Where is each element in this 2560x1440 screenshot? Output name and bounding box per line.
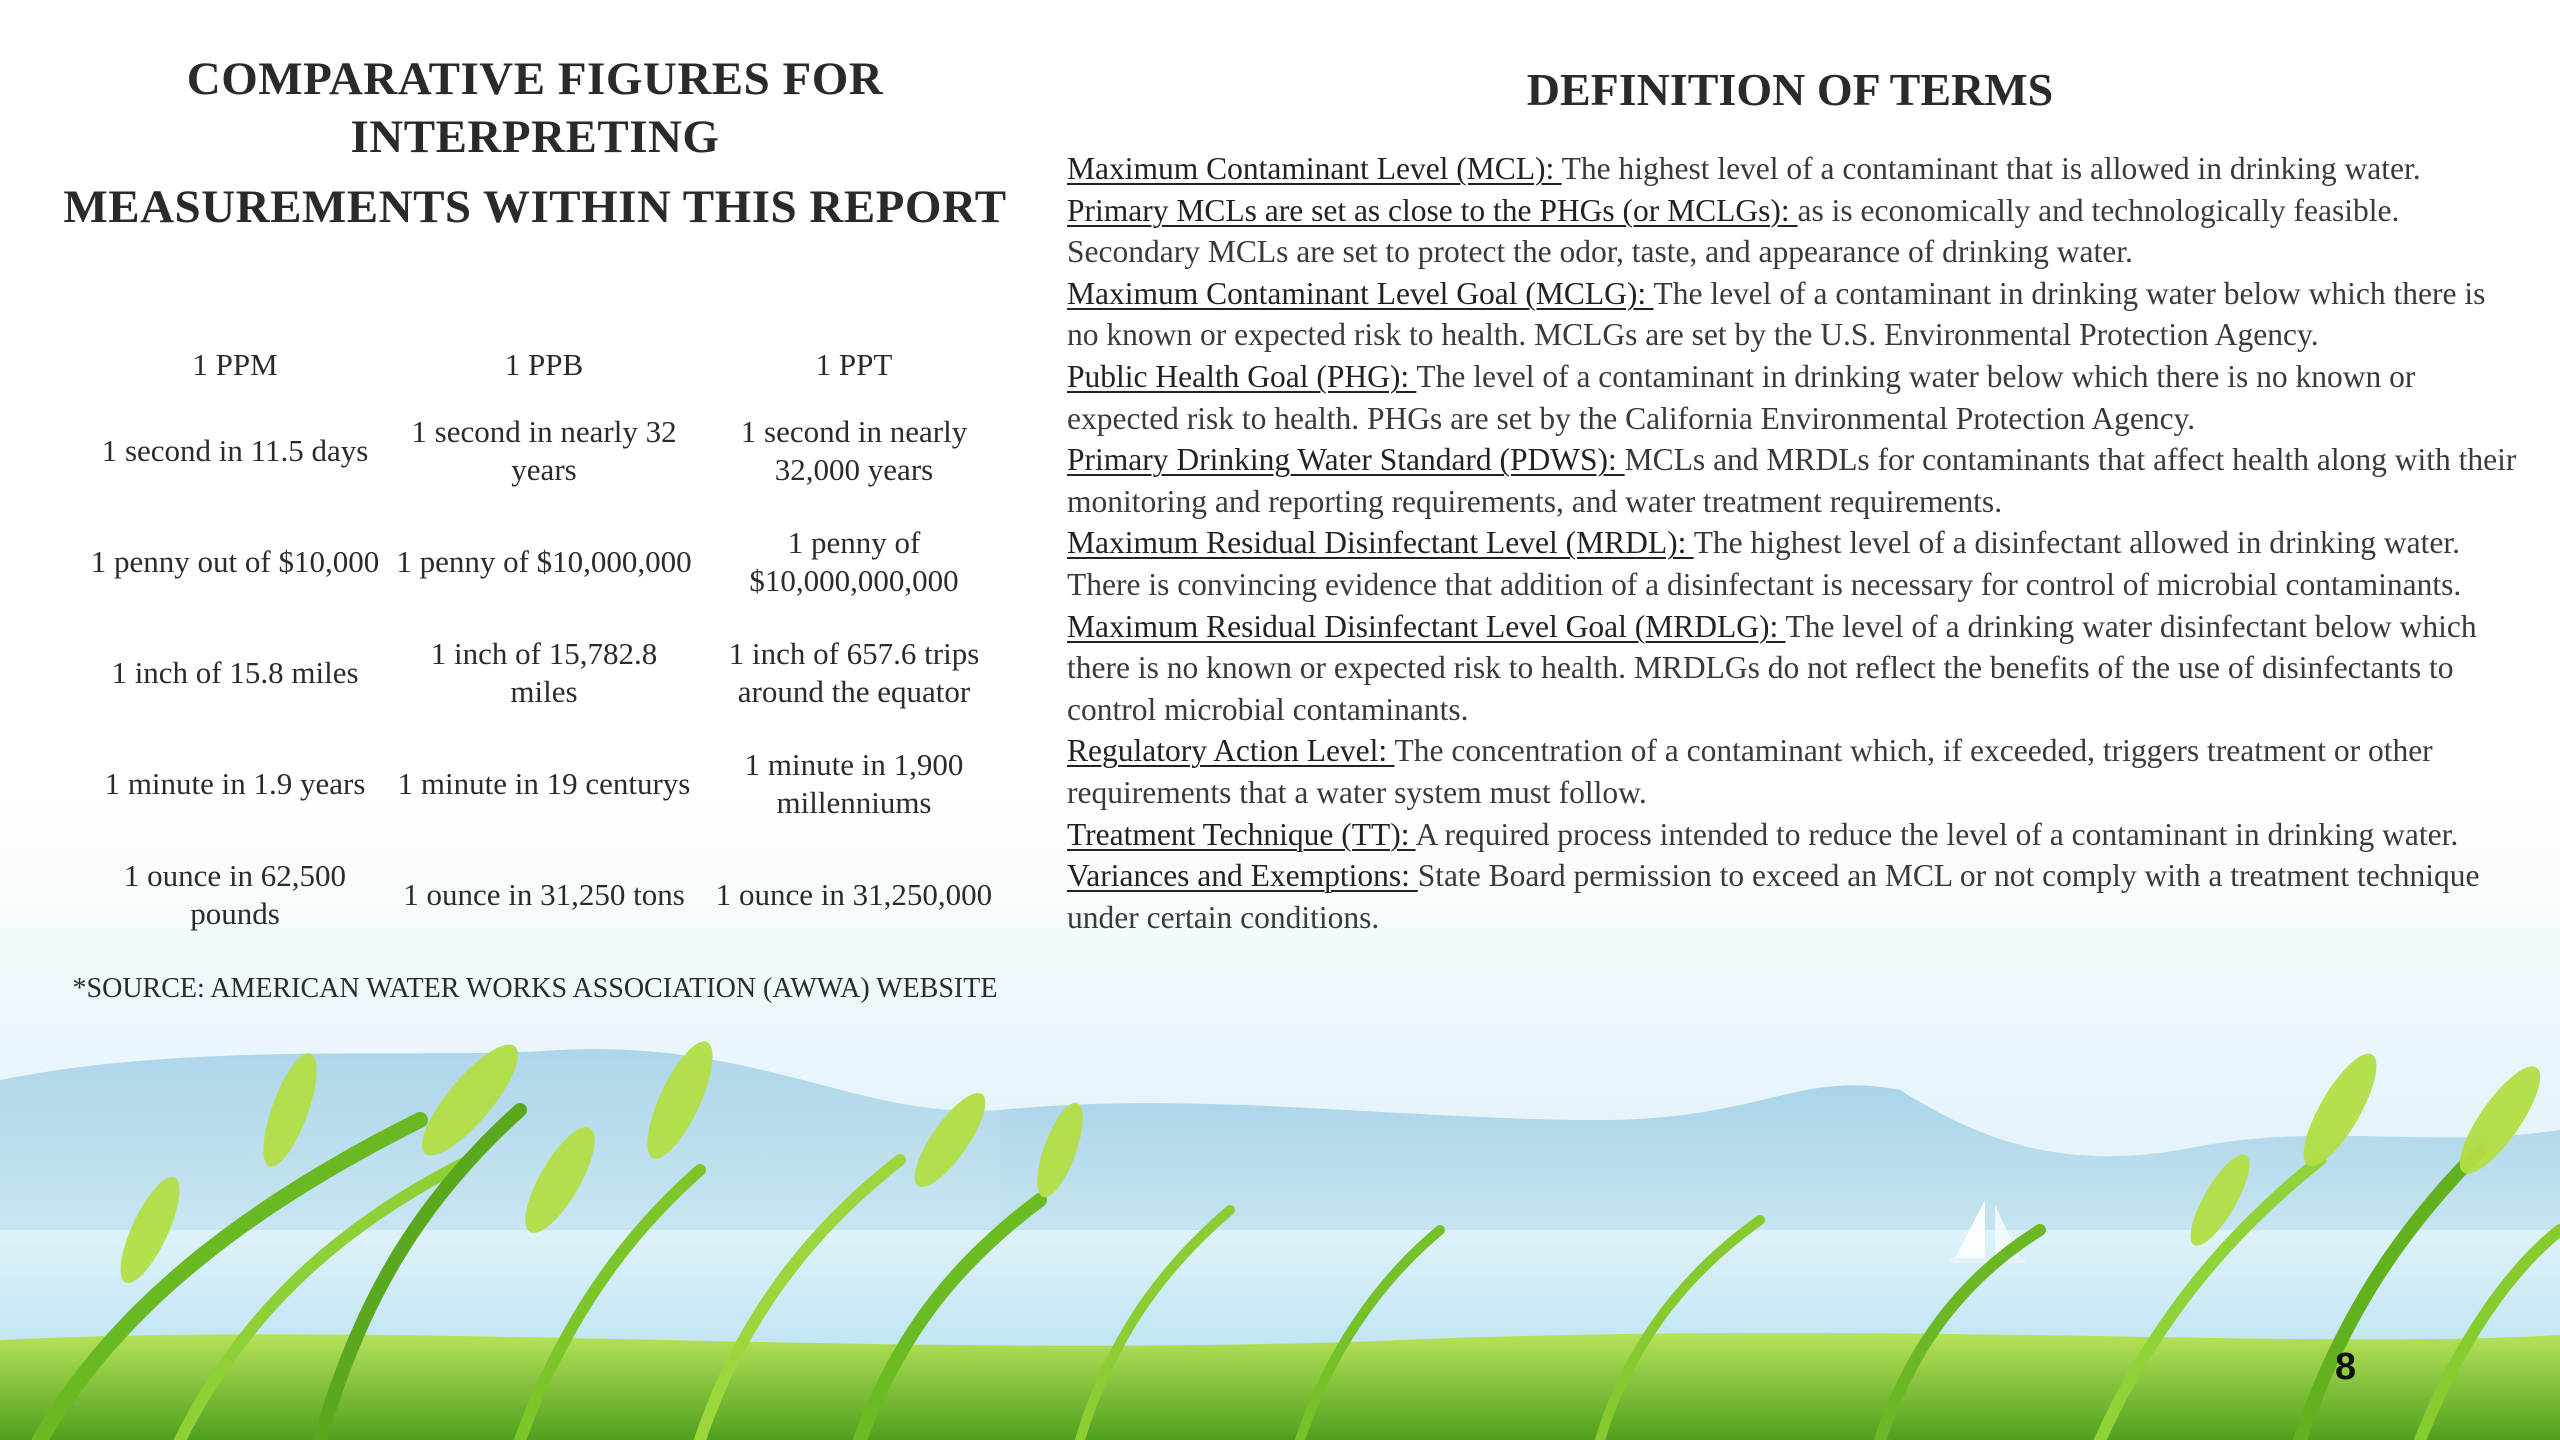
table-cell: 1 inch of 657.6 trips around the equator [728,635,980,709]
table-row [80,395,1010,506]
table-cell: 1 minute in 19 centurys [397,765,691,801]
page-number: 8 [2335,1346,2357,1388]
source-note: *SOURCE: AMERICAN WATER WORKS ASSOCIATION (AWWA) WEBSITE [72,973,998,1004]
definition-text: A required process intended to reduce the level of a contaminant in drinking water. [1415,816,2459,852]
definition-term: Variances and Exemptions: [1067,858,1418,894]
definition-item [1067,439,2517,522]
definition-item [1067,814,2517,856]
definition-term: Maximum Residual Disinfectant Level (MRDL): [1067,525,1694,561]
definition-term: Treatment Technique (TT): [1067,816,1416,852]
definition-item [1067,148,2517,190]
table-cell: 1 inch of 15.8 miles [111,654,359,690]
definition-term: Primary MCLs are set as close to the PHGs (or MCLGs): [1067,192,1798,228]
definition-text: The level of a contaminant in drinking water below which there is no known or expected risk to health. PHGs are set by the California Environmental Protection Agency. [1067,358,2416,436]
column-header-ppt: 1 PPT [815,347,893,382]
definition-term: Primary Drinking Water Standard (PDWS): [1067,442,1625,478]
definition-of-terms-title: DEFINITION OF TERMS [1526,64,2054,115]
definition-text: The concentration of a contaminant which, if exceeded, triggers treatment or other requirements that a water system must follow. [1067,733,2433,810]
definition-term: Regulatory Action Level: [1067,733,1395,769]
definition-item [1067,730,2517,813]
table-row [80,617,1010,728]
table-cell: 1 minute in 1.9 years [104,765,366,801]
table-cell: 1 penny of $10,000,000 [396,543,692,579]
table-row [80,728,1010,839]
table-cell: 1 penny of $10,000,000,000 [749,524,959,598]
definition-text: State Board permission to exceed an MCL or not comply with a treatment technique under certain conditions. [1067,858,2480,935]
column-header-ppm: 1 PPM [192,347,278,382]
definition-item [1067,273,2517,356]
column-header-ppb: 1 PPB [504,347,584,382]
table-cell: 1 second in nearly 32,000 years [740,413,968,487]
table-cell: 1 minute in 1,900 millenniums [744,746,964,820]
definition-text: The highest level of a disinfectant allowed in drinking water. There is convincing evidence that addition of a disinfectant is necessary for control of microbial contaminants. [1067,525,2462,602]
table-cell: 1 ounce in 62,500 pounds [123,857,347,931]
definition-text: The level of a drinking water disinfectant below which there is no known or expected risk to health. MRDLGs do not reflect the benefits of the use of disinfectants to control microbial contaminants. [1067,608,2477,727]
definition-text: MCLs and MRDLs for contaminants that affect health along with their monitoring and reporting requirements, and water treatment requirements. [1067,442,2517,519]
definition-term: Maximum Residual Disinfectant Level Goal (MRDLG): [1067,608,1786,644]
definition-term: Public Health Goal (PHG): [1067,358,1417,394]
table-cell: 1 second in nearly 32 years [411,413,677,487]
definition-text: The level of a contaminant in drinking water below which there is no known or expected risk to health. MCLGs are set by the U.S. Environmental Protection Agency. [1067,275,2486,353]
definition-term: Maximum Contaminant Level Goal (MCLG): [1067,275,1654,311]
table-row [80,839,1010,950]
definition-term: Maximum Contaminant Level (MCL): [1067,151,1562,186]
table-header-row [80,335,1010,395]
definition-item [1067,522,2517,605]
definition-item [1067,356,2517,439]
table-cell: 1 penny out of $10,000 [90,543,380,579]
table-cell: 1 inch of 15,782.8 miles [430,635,658,709]
definition-item [1067,606,2517,731]
definition-text: The highest level of a contaminant that is allowed in drinking water. [1561,151,2421,186]
comparative-figures-table [80,335,1010,950]
definition-text: as is economically and technologically feasible. Secondary MCLs are set to protect the odor, taste, and appearance of drinking water. [1067,192,2400,270]
definition-item [1067,190,2517,273]
definition-item [1067,855,2517,938]
comparative-figures-title: COMPARATIVE FIGURES FOR INTERPRETING [186,53,884,163]
comparative-figures-subtitle: MEASUREMENTS WITHIN THIS REPORT [63,181,1007,233]
comparative-figures-panel [60,40,1010,931]
table-cell: 1 ounce in 31,250 tons [403,876,685,912]
definitions-list [1067,148,2517,938]
table-cell: 1 ounce in 31,250,000 [715,876,993,912]
table-row [80,506,1010,617]
table-cell: 1 second in 11.5 days [101,432,369,468]
